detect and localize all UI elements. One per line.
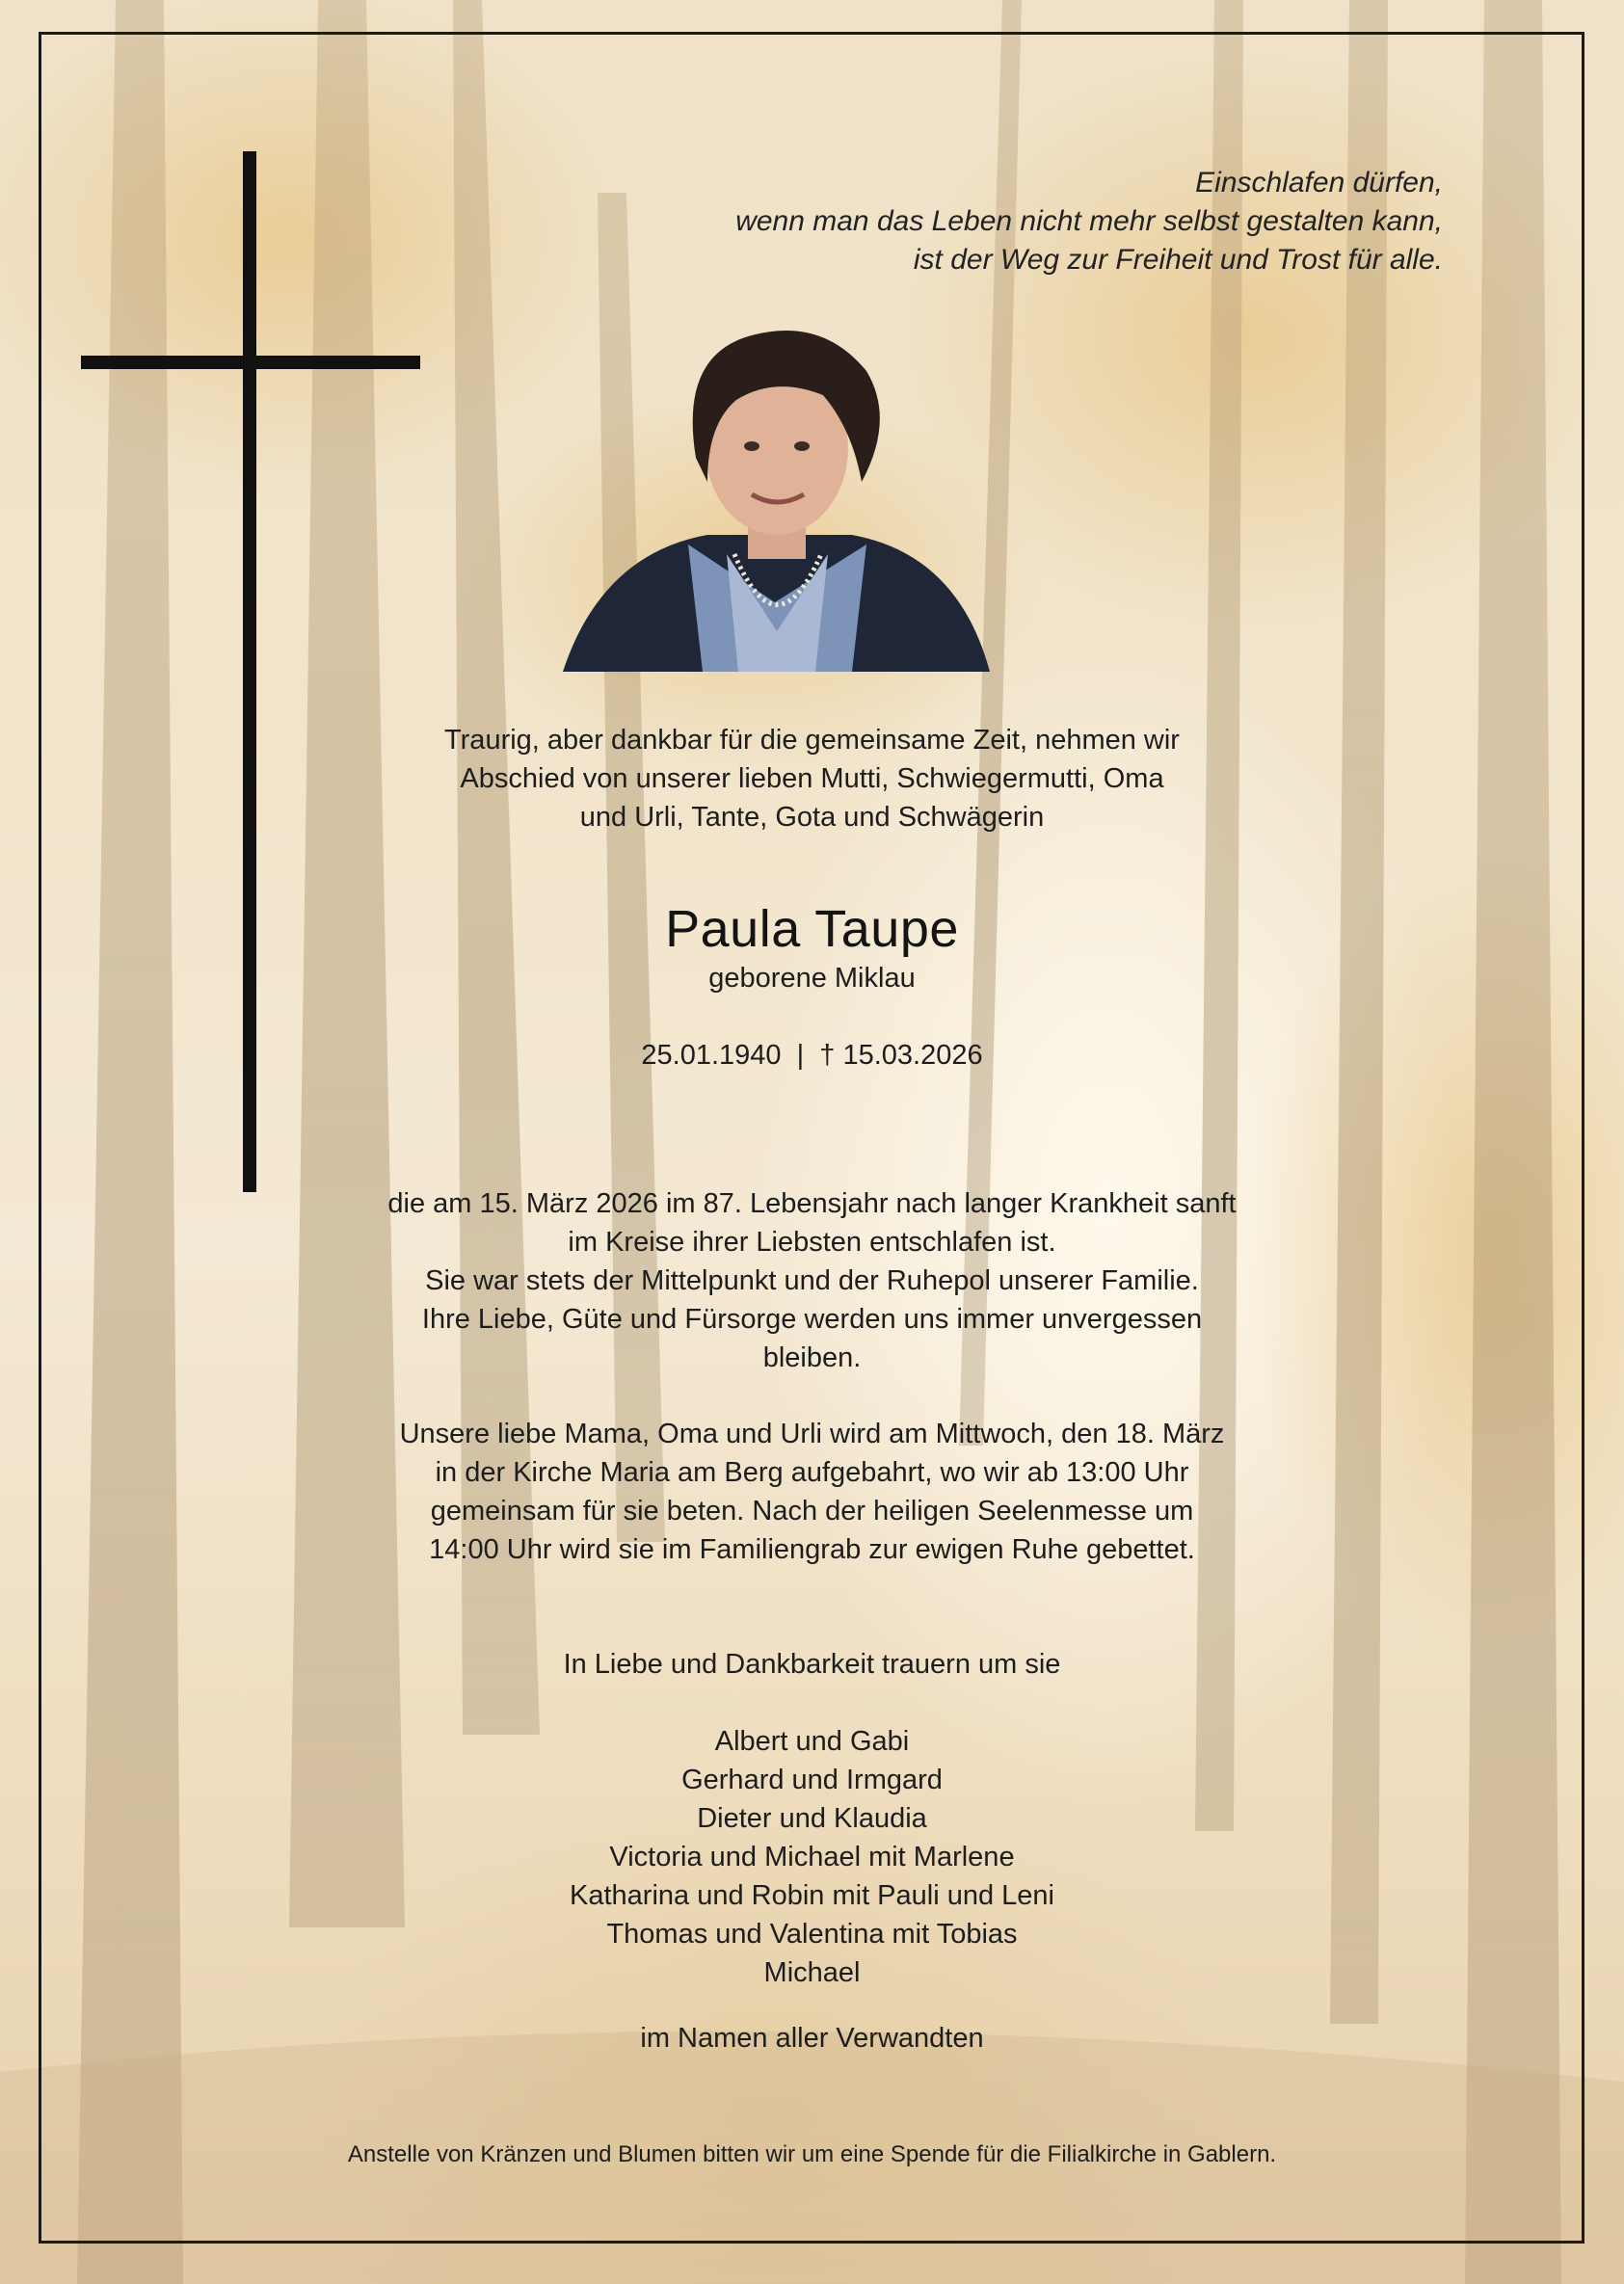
motto-line: wenn man das Leben nicht mehr selbst gestalten kann, [735, 205, 1443, 237]
paragraph-line: im Kreise ihrer Liebsten entschlafen ist. [568, 1227, 1056, 1258]
mourner-name: Michael [763, 1957, 861, 1988]
portrait-photo [563, 313, 990, 672]
mourners-intro: In Liebe und Dankbarkeit trauern um sie [563, 1649, 1061, 1680]
maiden-name: geborene Miklau [708, 963, 916, 994]
paragraph-line: Ihre Liebe, Güte und Fürsorge werden uns immer unvergessen [421, 1304, 1203, 1335]
intro-text [0, 721, 1624, 837]
mourner-name: Victoria und Michael mit Marlene [609, 1842, 1015, 1872]
mourner-name: Thomas und Valentina mit Tobias [606, 1919, 1018, 1950]
mourner-name: Albert und Gabi [714, 1726, 910, 1757]
motto-quote [575, 164, 1443, 279]
motto-line: ist der Weg zur Freiheit und Trost für alle. [913, 244, 1443, 276]
paragraph-line: bleiben. [762, 1342, 862, 1373]
motto-line: Einschlafen dürfen, [1195, 167, 1443, 199]
relatives-line: im Namen aller Verwandten [640, 2023, 984, 2054]
life-dates: 25.01.1940 | † 15.03.2026 [641, 1040, 983, 1071]
paragraph-line: Unsere liebe Mama, Oma und Urli wird am Mittwoch, den 18. März [399, 1419, 1225, 1449]
passing-paragraph [0, 1184, 1624, 1377]
intro-line: Abschied von unserer lieben Mutti, Schwiegermutti, Oma [460, 763, 1164, 794]
intro-line: Traurig, aber dankbar für die gemeinsame Zeit, nehmen wir [444, 725, 1180, 756]
mourner-name: Katharina und Robin mit Pauli und Leni [570, 1880, 1054, 1911]
paragraph-line: die am 15. März 2026 im 87. Lebensjahr nach langer Krankheit sanft [387, 1188, 1237, 1219]
mourner-name: Dieter und Klaudia [697, 1803, 927, 1834]
donation-note: Anstelle von Kränzen und Blumen bitten wir um eine Spende für die Filialkirche in Gablern. [347, 2141, 1277, 2167]
mourners-list [0, 1722, 1624, 1992]
paragraph-line: Sie war stets der Mittelpunkt und der Ruhepol unserer Familie. [425, 1265, 1199, 1296]
paragraph-line: 14:00 Uhr wird sie im Familiengrab zur ewigen Ruhe gebettet. [429, 1534, 1195, 1565]
intro-line: und Urli, Tante, Gota und Schwägerin [579, 802, 1045, 833]
funeral-paragraph [0, 1415, 1624, 1569]
paragraph-line: gemeinsam für sie beten. Nach der heiligen Seelenmesse um [430, 1496, 1194, 1527]
paragraph-line: in der Kirche Maria am Berg aufgebahrt, wo wir ab 13:00 Uhr [435, 1457, 1189, 1488]
deceased-name: Paula Taupe [665, 900, 959, 958]
mourner-name: Gerhard und Irmgard [681, 1765, 943, 1795]
